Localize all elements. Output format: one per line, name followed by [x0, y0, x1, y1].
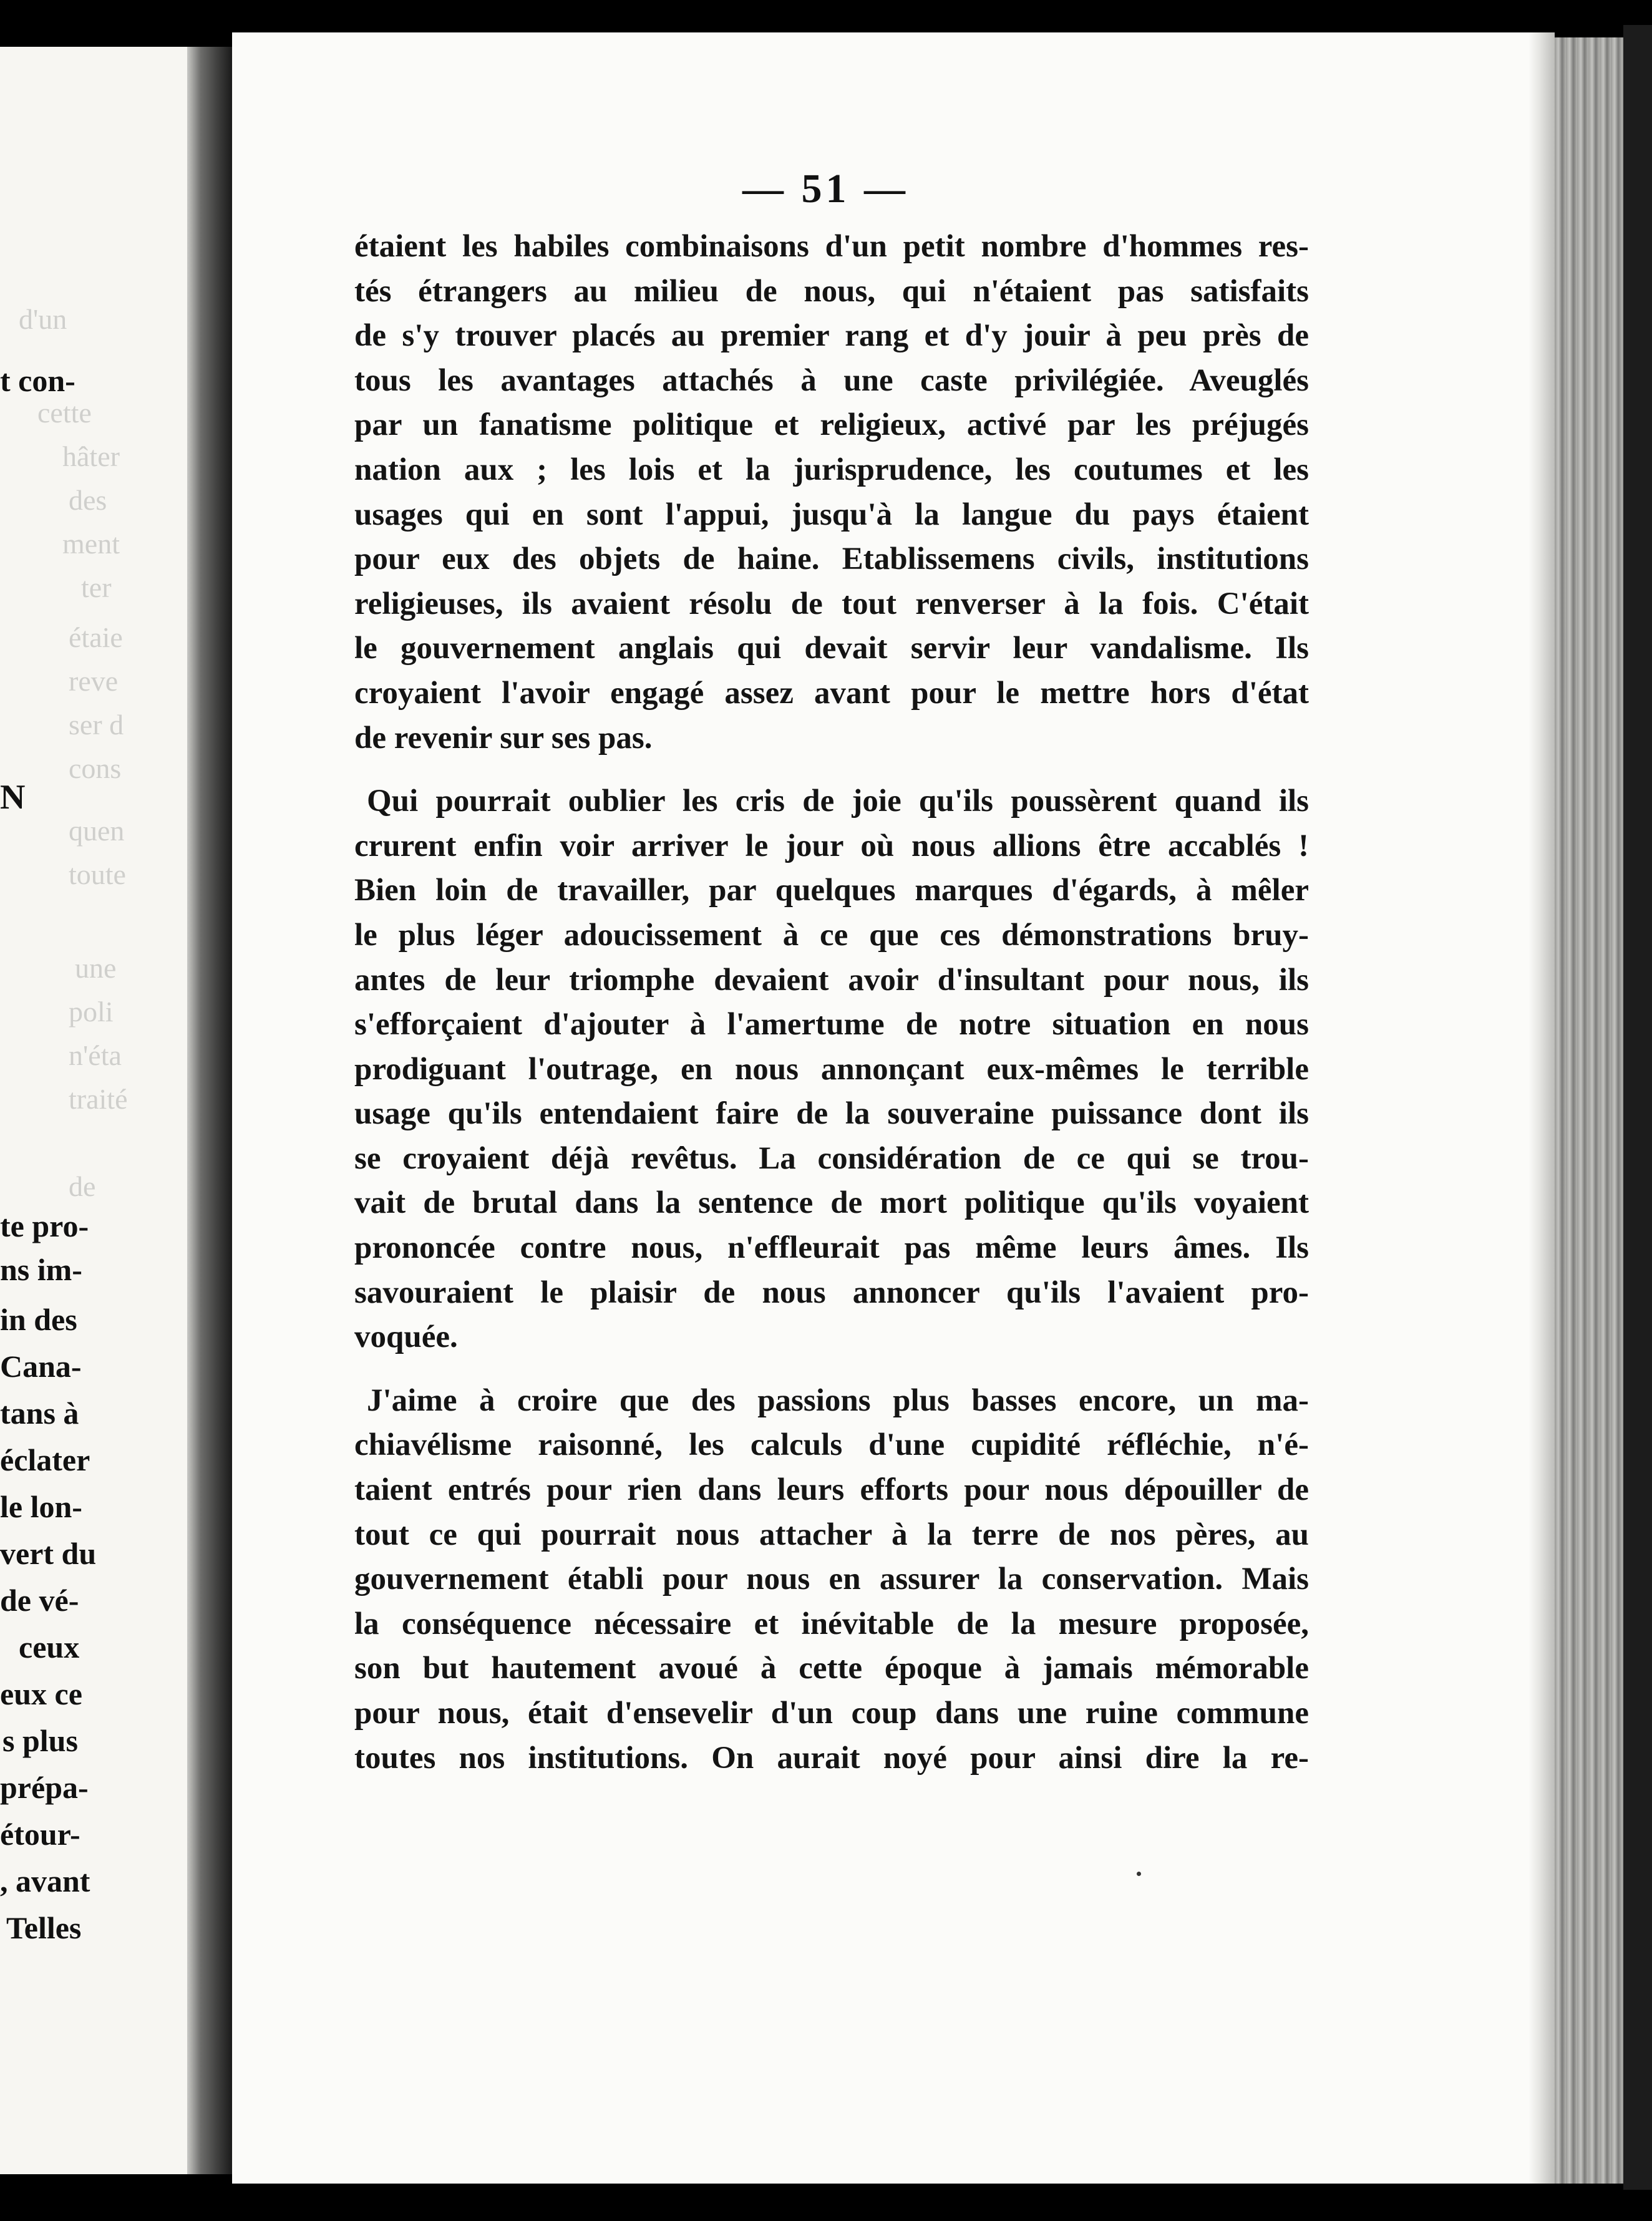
- text-line: pour eux des objets de haine. Etablissemens civils, institutions: [354, 542, 1309, 577]
- text-line: prononcée contre nous, n'effleurait pas même leurs âmes. Ils: [354, 1230, 1309, 1266]
- text-line: tous les avantages attachés à une caste privilégiée. Aveuglés: [354, 362, 1309, 398]
- text-line: Bien loin de travailler, par quelques marques d'égards, à mêler: [354, 873, 1309, 908]
- text-line: vait de brutal dans la sentence de mort politique qu'ils voyaient: [354, 1185, 1309, 1221]
- text-line: gouvernement établi pour nous en assurer la conservation. Mais: [354, 1562, 1309, 1597]
- left-page-bleed-through: n'éta: [69, 1039, 122, 1071]
- left-page-fragment: Cana-: [0, 1349, 82, 1384]
- left-page-bleed-through: toute: [69, 858, 126, 890]
- text-line: taient entrés pour rien dans leurs efforts pour nous dépouiller de: [354, 1472, 1309, 1508]
- left-page-bleed-through: étaie: [69, 621, 123, 653]
- text-line: le plus léger adoucissement à ce que ces démonstrations bruy-: [354, 917, 1309, 953]
- ink-speck: [1137, 1872, 1141, 1876]
- left-page-fragment: N: [0, 778, 26, 817]
- left-page-bleed-through: d'un: [19, 303, 67, 335]
- paragraph-1: [354, 225, 1309, 761]
- page-number: — 51 —: [742, 166, 909, 211]
- left-page-fragment: in des: [0, 1302, 77, 1337]
- left-page-bleed-through: hâter: [62, 440, 120, 472]
- text-line: antes de leur triomphe devaient avoir d'insultant pour nous, ils: [354, 962, 1309, 998]
- text-line: Qui pourrait oublier les cris de joie qu'ils poussèrent quand ils: [367, 784, 1309, 819]
- left-page-bleed-through: cons: [69, 752, 122, 784]
- left-page-fragment: eux ce: [0, 1676, 82, 1711]
- left-page-fragment: de vé-: [0, 1583, 79, 1618]
- book-gutter: [187, 47, 232, 2174]
- text-line: religieuses, ils avaient résolu de tout renverser à la fois. C'était: [354, 586, 1309, 621]
- page-body-text: [354, 225, 1309, 1799]
- left-page-bleed-through: une: [75, 952, 117, 984]
- left-page-fragment: étour-: [0, 1817, 80, 1852]
- text-line: son but hautement avoué à cette époque à jamais mémorable: [354, 1651, 1309, 1686]
- text-line: nation aux ; les lois et la jurisprudence, les coutumes et les: [354, 452, 1309, 487]
- text-line: croyaient l'avoir engagé assez avant pour le mettre hors d'état: [354, 675, 1309, 711]
- text-line: de s'y trouver placés au premier rang et d'y jouir à peu près de: [354, 318, 1309, 354]
- text-line: usage qu'ils entendaient faire de la souveraine puissance dont ils: [354, 1096, 1309, 1132]
- text-line: toutes nos institutions. On aurait noyé pour ainsi dire la re-: [354, 1740, 1309, 1776]
- text-line: par un fanatisme politique et religieux, activé par les préjugés: [354, 407, 1309, 443]
- text-line: chiavélisme raisonné, les calculs d'une cupidité réfléchie, n'é-: [354, 1427, 1309, 1463]
- left-page-fragment: éclater: [0, 1442, 90, 1477]
- left-page-fragment: tans à: [0, 1396, 79, 1431]
- scan-border: [1623, 25, 1652, 2190]
- left-page-bleed-through: quen: [69, 815, 125, 847]
- left-page-bleed-through: de: [69, 1170, 96, 1202]
- text-line: crurent enfin voir arriver le jour où nous allions être accablés !: [354, 828, 1309, 863]
- left-page-fragment: te pro-: [0, 1208, 89, 1243]
- text-line: tout ce qui pourrait nous attacher à la terre de nos pères, au: [354, 1517, 1309, 1552]
- left-page-bleed-through: ser d: [69, 709, 124, 741]
- page-edge-shadow: [1528, 32, 1555, 2184]
- page-stack-edges: [1555, 37, 1623, 2184]
- left-page-bleed-through: reve: [69, 665, 119, 697]
- left-page-fragment: , avant: [0, 1864, 90, 1898]
- paragraph-2: [354, 779, 1309, 1360]
- text-line: voquée.: [354, 1319, 458, 1355]
- left-page-bleed-through: traité: [69, 1083, 128, 1115]
- left-page-bleed-through: cette: [37, 397, 92, 429]
- paragraph-3: [354, 1379, 1309, 1781]
- left-page-bleed-through: poli: [69, 996, 114, 1028]
- left-page-fragment: s plus: [2, 1723, 78, 1758]
- left-page-bleed-through: des: [69, 484, 107, 516]
- left-page-fragment: ns im-: [0, 1252, 82, 1287]
- text-line: pour nous, était d'ensevelir d'un coup dans une ruine commune: [354, 1696, 1309, 1731]
- text-line: savouraient le plaisir de nous annoncer qu'ils l'avaient pro-: [354, 1275, 1309, 1310]
- text-line: prodiguant l'outrage, en nous annonçant eux-mêmes le terrible: [354, 1051, 1309, 1087]
- left-page-bleed-through: ter: [81, 571, 112, 603]
- left-page-fragment: ceux: [19, 1630, 80, 1665]
- left-page-fragment: le lon-: [0, 1489, 82, 1524]
- text-line: de revenir sur ses pas.: [354, 720, 653, 756]
- text-line: usages qui en sont l'appui, jusqu'à la langue du pays étaient: [354, 497, 1309, 532]
- text-line: tés étrangers au milieu de nous, qui n'étaient pas satisfaits: [354, 273, 1309, 309]
- left-facing-page: [0, 47, 187, 2174]
- left-page-fragment: prépa-: [0, 1770, 89, 1805]
- text-line: s'efforçaient d'ajouter à l'amertume de notre situation en nous: [354, 1007, 1309, 1042]
- left-page-fragment: vert du: [0, 1536, 97, 1571]
- text-line: se croyaient déjà revêtus. La considération de ce qui se trou-: [354, 1140, 1309, 1176]
- text-line: étaient les habiles combinaisons d'un petit nombre d'hommes res-: [354, 229, 1309, 264]
- left-page-fragment: Telles: [6, 1910, 82, 1945]
- text-line: le gouvernement anglais qui devait servir leur vandalisme. Ils: [354, 631, 1309, 666]
- left-page-bleed-through: ment: [62, 528, 120, 560]
- text-line: la conséquence nécessaire et inévitable de la mesure proposée,: [354, 1606, 1309, 1641]
- left-page-fragment: t con-: [0, 363, 75, 398]
- text-line: J'aime à croire que des passions plus basses encore, un ma-: [367, 1383, 1309, 1418]
